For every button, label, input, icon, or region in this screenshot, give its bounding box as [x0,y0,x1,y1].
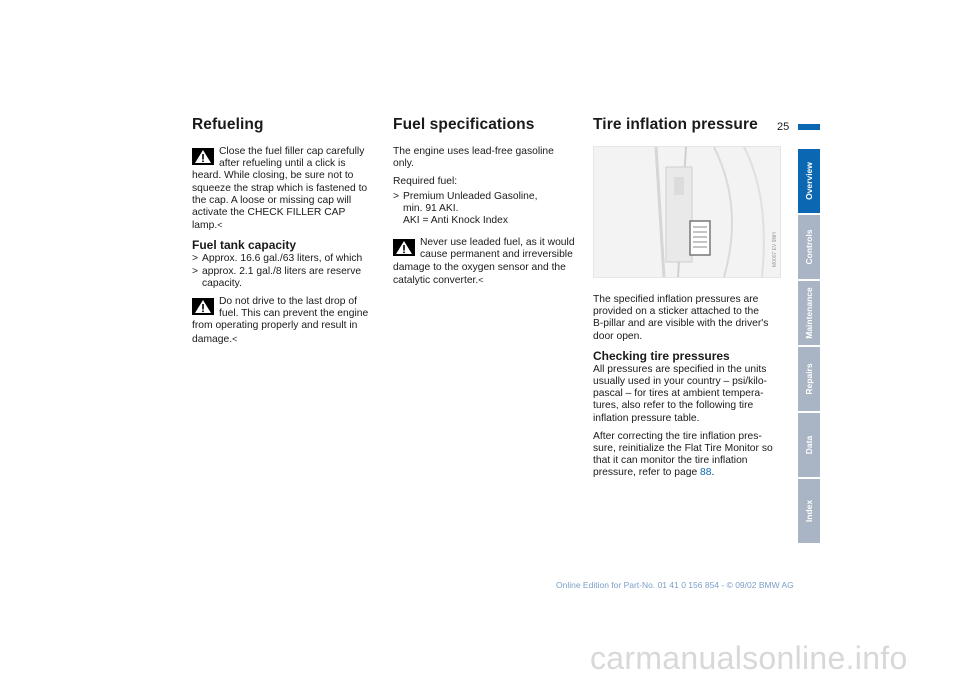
warning-icon [192,148,214,165]
page-number: 25 [777,121,790,133]
warning-line: heard. While closing, be sure not to [192,170,354,182]
warning-line: after refueling until a click is [219,158,346,170]
warning-line: activate the CHECK FILLER CAP [192,207,346,219]
tab-overview[interactable]: Overview [798,149,820,213]
page-reference-link[interactable]: 88 [700,467,712,479]
warning-line: Never use leaded fuel, as it would [420,237,575,249]
fuel-specs-column [393,116,581,293]
warning-line: Close the fuel filler cap carefully [219,146,365,157]
tab-index[interactable]: Index [798,479,820,543]
warning-icon [192,298,214,315]
tab-data[interactable]: Data [798,413,820,477]
warning-line: squeeze the strap which is fastened to [192,182,368,194]
b-pillar-photo [593,146,781,278]
warning-line: the cap. A loose or missing cap will [192,194,352,206]
warning-line: damage. [192,333,233,345]
after-paragraph: After correcting the tire inflation pres- sure, reinitialize the Flat Tire Monitor so that it can monitor the tire inflation pressure, refer to page 88. [593,430,773,479]
warning-line: lamp. [192,220,218,232]
fuel-specs-title: Fuel specifications [393,116,535,133]
list-item: > approx. 2.1 gal./8 liters are reserve capacity. [192,265,362,289]
section-marker-bar [798,124,820,130]
bullet-marker: > [393,190,400,202]
tire-title: Tire inflation pressure [593,116,758,133]
list-item: > Approx. 16.6 gal./63 liters, of which [192,253,363,265]
warning-line: fuel. This can prevent the engine [219,308,369,320]
tire-column [593,116,783,486]
required-fuel-label: Required fuel: [393,176,458,188]
fuel-intro: The engine uses lead-free gasoline only. [393,146,554,170]
warning-line: Do not drive to the last drop of [219,296,357,308]
tab-controls[interactable]: Controls [798,215,820,279]
end-mark: < [217,220,223,231]
warning-line: catalytic converter. [393,274,479,286]
list-item: > Premium Unleaded Gasoline, min. 91 AKI. AKI = Anti Knock Index [393,190,538,227]
bullet-marker: > [192,265,199,277]
footer-edition-text: Online Edition for Part-No. 01 41 0 156 854 - © 09/02 BMW AG [556,580,794,590]
photo-code: M0007 EV 9NH [772,232,778,267]
check-paragraph: All pressures are specified in the units usually used in your country – psi/kilo- pascal – for tires at ambient tempera- tures, also refer to the following tire inflation pressure table. [593,363,767,424]
fuel-tank-heading: Fuel tank capacity [192,238,297,253]
tab-maintenance[interactable]: Maintenance [798,281,820,345]
leaded-fuel-warning [393,237,581,287]
fuel-warning [192,296,380,346]
refueling-warning [192,146,380,232]
warning-icon [393,239,415,256]
tab-repairs[interactable]: Repairs [798,347,820,411]
end-mark: < [232,333,238,344]
section-tabs [798,149,820,545]
refueling-column [192,116,380,352]
tire-paragraph: The specified inflation pressures are provided on a sticker attached to the B-pillar and are visible with the driver's door open. [593,294,769,342]
warning-line: damage to the oxygen sensor and the [393,261,566,273]
warning-line: from operating properly and result in [192,320,358,332]
end-mark: < [478,274,484,285]
checking-tire-heading: Checking tire pressures [593,348,730,363]
warning-line: cause permanent and irreversible [420,249,573,261]
b-pillar-illustration [594,147,780,277]
watermark: carmanualsonline.info [590,640,908,676]
bullet-marker: > [192,253,199,265]
refueling-title: Refueling [192,116,264,133]
